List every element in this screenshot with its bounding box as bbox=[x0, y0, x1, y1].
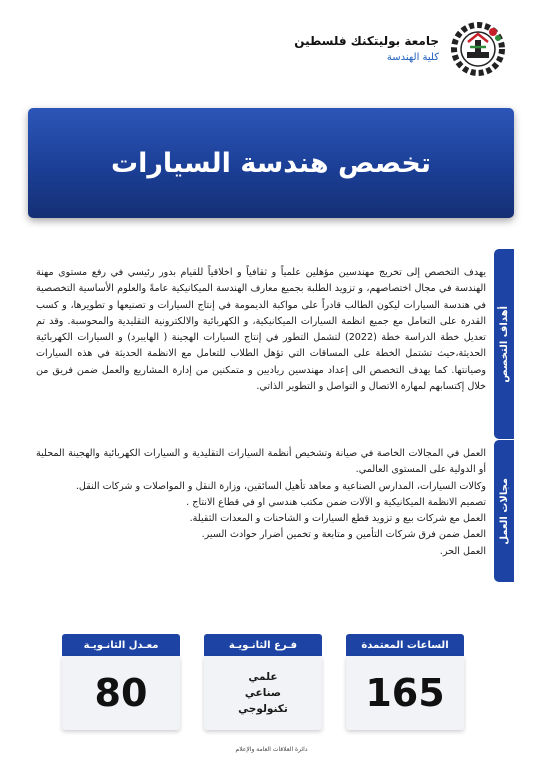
careers-line: العمل في المجالات الخاصة في صيانة وتشخيص أنظمة السيارات التقليدية و السيارات الكهربائية والهجينة المحلية أو الدولية على المستوى العالمي. bbox=[36, 448, 486, 476]
branch-card-label: فـرع الثانـويـة bbox=[204, 634, 322, 656]
branch-item: تكنولوجي bbox=[238, 703, 288, 715]
objectives-tab-label: أهداف التخصص bbox=[498, 305, 510, 383]
college-name: كلية الهندسة bbox=[386, 52, 439, 63]
careers-tab bbox=[494, 440, 514, 582]
careers-line: العمل الحر. bbox=[439, 545, 486, 557]
credit-hours-label: الساعات المعتمدة bbox=[346, 634, 464, 656]
university-title-block bbox=[294, 33, 439, 65]
gpa-card-label: معـدل الثانـويـة bbox=[62, 634, 180, 656]
careers-line: العمل ضمن فرق شركات التأمين و متابعة و تخمين أضرار حوادث السير. bbox=[201, 529, 486, 541]
careers-line: العمل مع شركات بيع و تزويد قطع السيارات و الشاحنات و المعدات الثقيلة. bbox=[189, 513, 486, 525]
careers-line: وكالات السيارات، المدارس الصناعية و معاهد تأهيل السائقين، وزارة النقل و المواصلات و شركات النقل. bbox=[75, 480, 486, 492]
header bbox=[294, 20, 507, 78]
branch-item: علمي bbox=[248, 671, 278, 683]
credit-hours-value: 165 bbox=[365, 671, 445, 715]
objectives-text: يهدف التخصص إلى تخريج مهندسين مؤهلين علمياً و ثقافياً و اخلاقياً للقيام بدور رئيسي في رفع مستوى مهنة الهندسة في مجال اختصاصهم، و تزويد الطلبة بجميع معارف الهندسة الميكانيكية عامةً والعلوم الأساسية التخصصية في هندسة السيارات ليكون الطالب قادراً على مواكبة الديمومة في إنتاج السيارات و تصنيعها و تطويرها، و كسب القدرة على التعامل مع جميع انظمة السيارات الميكانيكية، و الكهربائية والالكترونية التقليدية والمحوسبة. وقد تم تعديل خطة الدراسة خطة (2022) لتشمل التطور في إنتاج السيارات الهجينة ( الهايبرد) و السيارات الكهربائية الحديثة،حيث تشتمل الخطة على المساقات التي تؤهل الطلاب للتعامل مع الانظمة الحديثة في هذه السيارات وصيانتها. كما يهدف التخصص الى إعداد مهندسين رياديين و متمكنين من إدارة المشاريع والعمل ضمن فريق من خلال إكتسابهم لمهارة الاتصال و التواصل و التطوير الذاتي. bbox=[36, 267, 486, 393]
careers-tab-label: مجالات العمل bbox=[498, 477, 510, 545]
branch-card bbox=[204, 634, 322, 730]
info-cards bbox=[62, 634, 464, 730]
page-title: تخصص هندسة السيارات bbox=[110, 147, 432, 179]
credit-hours-card bbox=[346, 634, 464, 730]
careers-line: تصميم الانظمة الميكانيكية و الآلات ضمن مكتب هندسي او في قطاع الانتاج . bbox=[186, 496, 486, 508]
title-banner bbox=[28, 108, 514, 218]
footer-text: دائرة العلاقات العامة والإعلام bbox=[235, 746, 308, 753]
branch-item: صناعي bbox=[244, 687, 282, 699]
objectives-tab bbox=[494, 249, 514, 439]
university-name: جامعة بوليتكنك فلسطين bbox=[294, 34, 439, 48]
objectives-section bbox=[36, 249, 514, 439]
gpa-value: 80 bbox=[94, 671, 148, 715]
careers-section bbox=[36, 440, 514, 582]
university-logo-icon bbox=[449, 20, 507, 78]
gpa-card bbox=[62, 634, 180, 730]
